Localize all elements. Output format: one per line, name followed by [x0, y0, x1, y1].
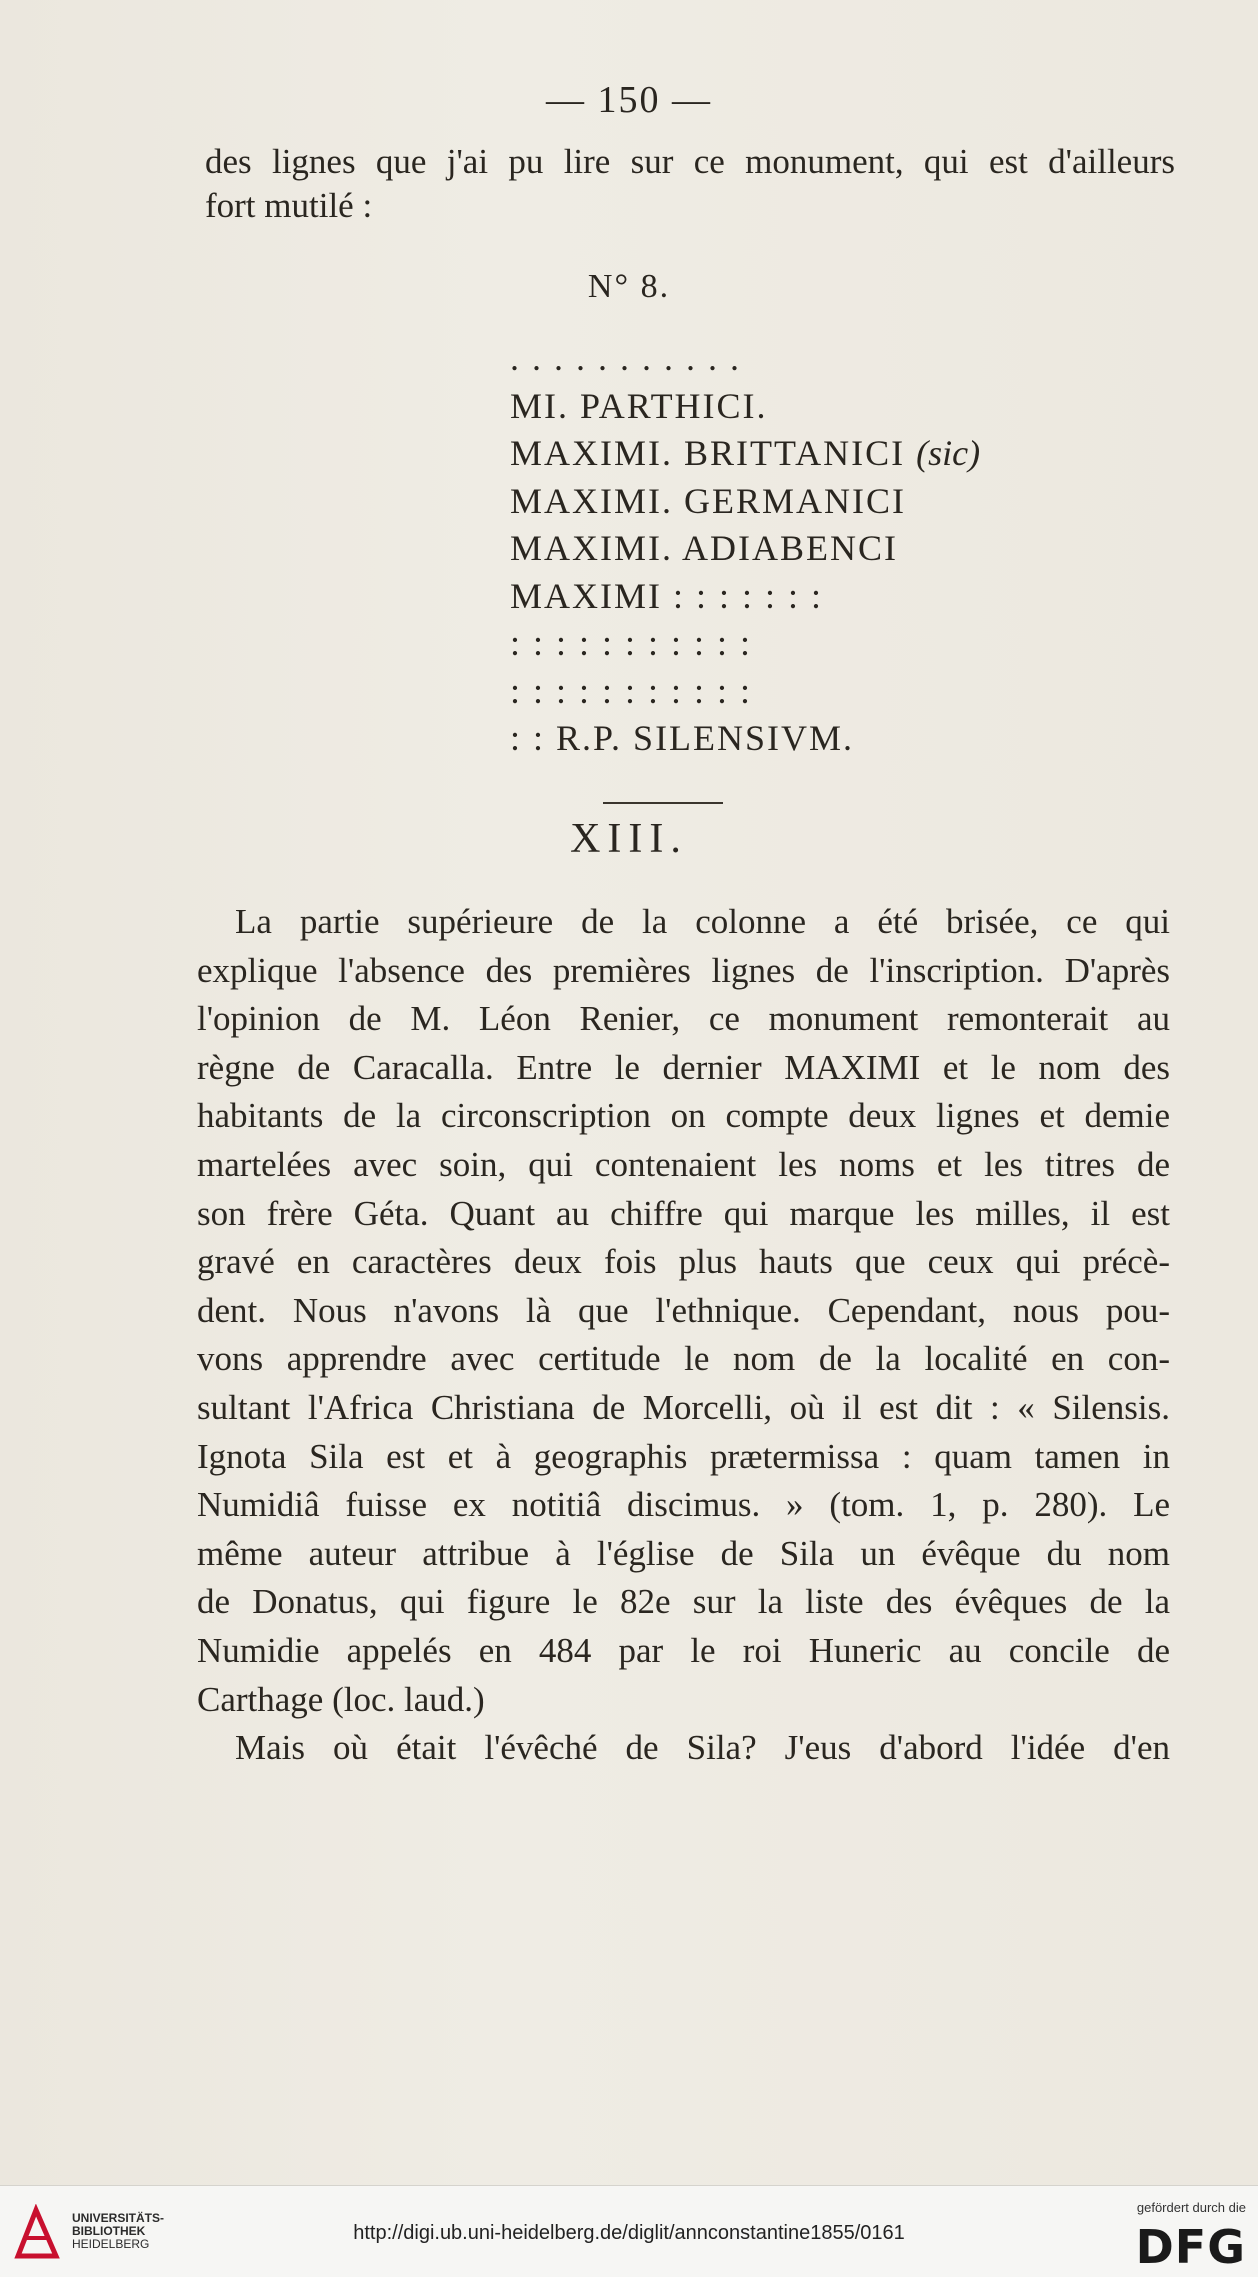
inscription-line: : : : : : : : : : : :	[510, 623, 753, 663]
body-line: l'opinion de M. Léon Renier, ce monument remonterait au	[197, 999, 1170, 1039]
funder-caption: gefördert durch die	[1136, 2200, 1246, 2215]
inscription-line: : : R.P. SILENSIVM.	[510, 718, 855, 758]
library-name-line: HEIDELBERG	[72, 2237, 150, 2251]
section-heading: XIII.	[570, 816, 688, 862]
body-line: règne de Caracalla. Entre le dernier MAXIMI et le nom des	[197, 1047, 1170, 1087]
body-line: dent. Nous n'avons là que l'ethnique. Cependant, nous pou-	[197, 1290, 1170, 1330]
body-line: vons apprendre avec certitude le nom de la localité en con-	[197, 1339, 1170, 1379]
inscription-line: : : : : : : : : : : :	[510, 670, 753, 711]
body-line: martelées avec soin, qui contenaient les noms et les titres de	[197, 1144, 1170, 1184]
body-line: son frère Géta. Quant au chiffre qui marque les milles, il est	[197, 1193, 1170, 1233]
body-line: habitants de la circonscription on compte deux lignes et demie	[197, 1096, 1170, 1136]
inscription-line: . . . . . . . . . . .	[510, 338, 741, 378]
inscription-line: MAXIMI. GERMANICI	[510, 480, 906, 521]
inscription-line: MAXIMI. ADIABENCI	[510, 528, 898, 568]
intro-line: fort mutilé :	[205, 186, 373, 225]
intro-paragraph	[205, 140, 1175, 228]
inscription-line-with-sic	[510, 430, 981, 478]
body-line: sultant l'Africa Christiana de Morcelli, où il est dit : « Silensis.	[197, 1387, 1170, 1427]
body-paragraphs	[197, 898, 1170, 1773]
sic-annotation: (sic)	[916, 433, 981, 473]
body-line: Mais où était l'évêché de Sila? J'eus d'abord l'idée d'en	[235, 1728, 1170, 1768]
library-name-line: BIBLIOTHEK	[72, 2224, 146, 2238]
body-line: La partie supérieure de la colonne a été brisée, ce qui	[235, 902, 1170, 941]
source-url-link[interactable]: http://digi.ub.uni-heidelberg.de/diglit/annconstantine1855/0161	[353, 2222, 905, 2244]
body-line: Numidie appelés en 484 par le roi Huneric au concile de	[197, 1630, 1170, 1670]
dfg-logo: DFG	[1135, 2220, 1246, 2274]
body-line: Numidiâ fuisse ex notitiâ discimus. » (tom. 1, p. 280). Le	[197, 1485, 1170, 1525]
viewer-footer	[0, 2185, 1258, 2277]
body-line: même auteur attribue à l'église de Sila un évêque du nom	[197, 1533, 1170, 1573]
inscription-number: N° 8.	[587, 268, 671, 305]
inscription-block	[510, 335, 981, 763]
body-line: gravé en caractères deux fois plus hauts que ceux qui précè-	[197, 1242, 1170, 1282]
body-line: Ignota Sila est et à geographis prætermissa : quam tamen in	[197, 1436, 1170, 1476]
body-line: explique l'absence des premières lignes de l'inscription. D'après	[197, 950, 1170, 990]
section-divider	[603, 802, 723, 804]
inscription-line: MAXIMI. BRITTANICI	[510, 433, 906, 473]
library-name-line: UNIVERSITÄTS-	[72, 2211, 165, 2225]
page-number: — 150 —	[546, 79, 712, 121]
intro-line: des lignes que j'ai pu lire sur ce monument, qui est d'ailleurs	[205, 142, 1175, 181]
body-line: de Donatus, qui figure le 82e sur la liste des évêques de la	[197, 1582, 1170, 1622]
inscription-line: MAXIMI : : : : : : :	[510, 575, 824, 616]
body-line: Carthage (loc. laud.)	[197, 1679, 485, 1719]
inscription-line: MI. PARTHICI.	[510, 385, 768, 426]
